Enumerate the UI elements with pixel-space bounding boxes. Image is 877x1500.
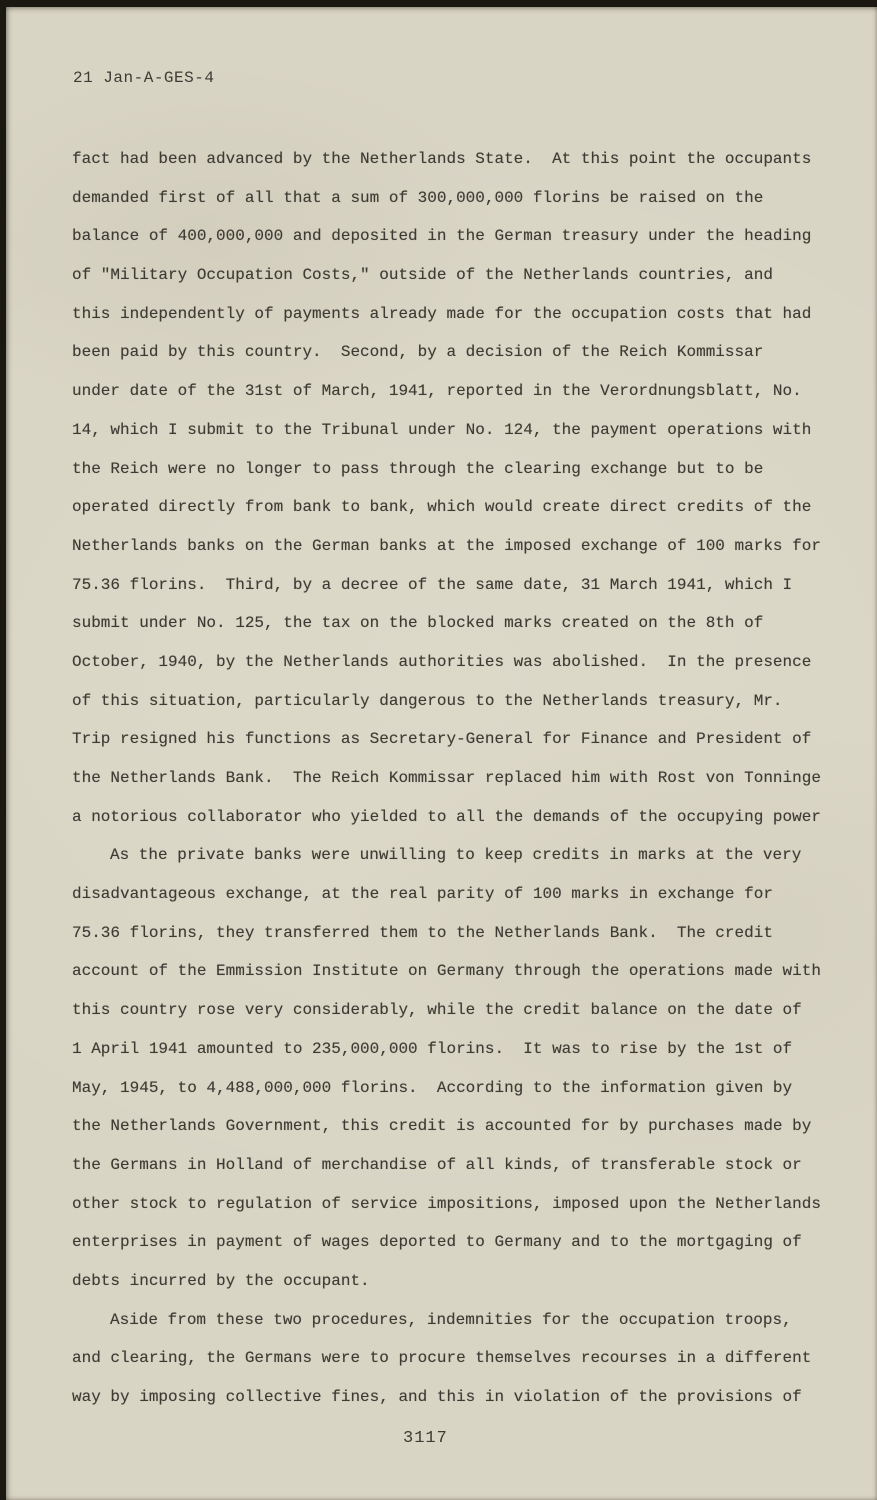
text-line: Aside from these two procedures, indemnities for the occupation troops, xyxy=(110,1310,792,1329)
text-line: submit under No. 125, the tax on the blocked marks created on the 8th of xyxy=(72,614,764,633)
text-line: account of the Emmission Institute on Germany through the operations made with xyxy=(72,962,821,981)
text-line: the Germans in Holland of merchandise of all kinds, of transferable stock or xyxy=(72,1155,802,1174)
text-line: the Netherlands Government, this credit is accounted for by purchases made by xyxy=(72,1117,812,1136)
text-line: the Netherlands Bank. The Reich Kommissar replaced him with Rost von Tonninge xyxy=(72,769,821,787)
document-page xyxy=(6,7,877,1500)
text-line: balance of 400,000,000 and deposited in the German treasury under the heading xyxy=(72,227,812,246)
text-line: As the private banks were unwilling to keep credits in marks at the very xyxy=(110,846,802,865)
text-line: 75.36 florins. Third, by a decree of the same date, 31 March 1941, which I xyxy=(72,575,793,594)
text-line: 14, which I submit to the Tribunal under No. 124, the payment operations with xyxy=(72,420,812,439)
text-line: a notorious collaborator who yielded to all the demands of the occupying power xyxy=(72,807,821,826)
text-line: the Reich were no longer to pass through the clearing exchange but to be xyxy=(72,459,764,478)
text-line: of "Military Occupation Costs," outside of the Netherlands countries, and xyxy=(72,266,773,285)
text-line: disadvantageous exchange, at the real parity of 100 marks in exchange for xyxy=(72,885,773,904)
text-line: and clearing, the Germans were to procure themselves recourses in a different xyxy=(72,1349,812,1368)
text-line: way by imposing collective fines, and this in violation of the provisions of xyxy=(72,1388,802,1406)
text-line: operated directly from bank to bank, which would create direct credits of the xyxy=(72,498,812,517)
text-line: fact had been advanced by the Netherlands State. At this point the occupants xyxy=(72,150,812,168)
document-body xyxy=(72,140,862,1417)
text-line: under date of the 31st of March, 1941, reported in the Verordnungsblatt, No. xyxy=(72,382,802,401)
text-line: Trip resigned his functions as Secretary-General for Finance and President of xyxy=(72,730,812,749)
text-line: October, 1940, by the Netherlands authorities was abolished. In the presence xyxy=(72,652,812,671)
text-line: debts incurred by the occupant. xyxy=(72,1271,370,1290)
text-line: demanded first of all that a sum of 300,000,000 florins be raised on the xyxy=(72,188,764,207)
page-number: 3117 xyxy=(403,1429,448,1448)
text-line: 75.36 florins, they transferred them to the Netherlands Bank. The credit xyxy=(72,923,773,942)
text-line: been paid by this country. Second, by a decision of the Reich Kommissar xyxy=(72,343,764,362)
text-line: of this situation, particularly dangerous to the Netherlands treasury, Mr. xyxy=(72,691,783,710)
text-line: other stock to regulation of service impositions, imposed upon the Netherlands xyxy=(72,1194,821,1213)
text-line: Netherlands banks on the German banks at the imposed exchange of 100 marks for xyxy=(72,536,821,555)
text-line: this country rose very considerably, while the credit balance on the date of xyxy=(72,1001,802,1020)
document-docket-header: 21 Jan-A-GES-4 xyxy=(73,69,215,87)
text-line: enterprises in payment of wages deported to Germany and to the mortgaging of xyxy=(72,1233,802,1252)
text-line: May, 1945, to 4,488,000,000 florins. According to the information given by xyxy=(72,1078,793,1097)
text-line: this independently of payments already made for the occupation costs that had xyxy=(72,304,812,323)
text-line: 1 April 1941 amounted to 235,000,000 florins. It was to rise by the 1st of xyxy=(72,1039,793,1058)
